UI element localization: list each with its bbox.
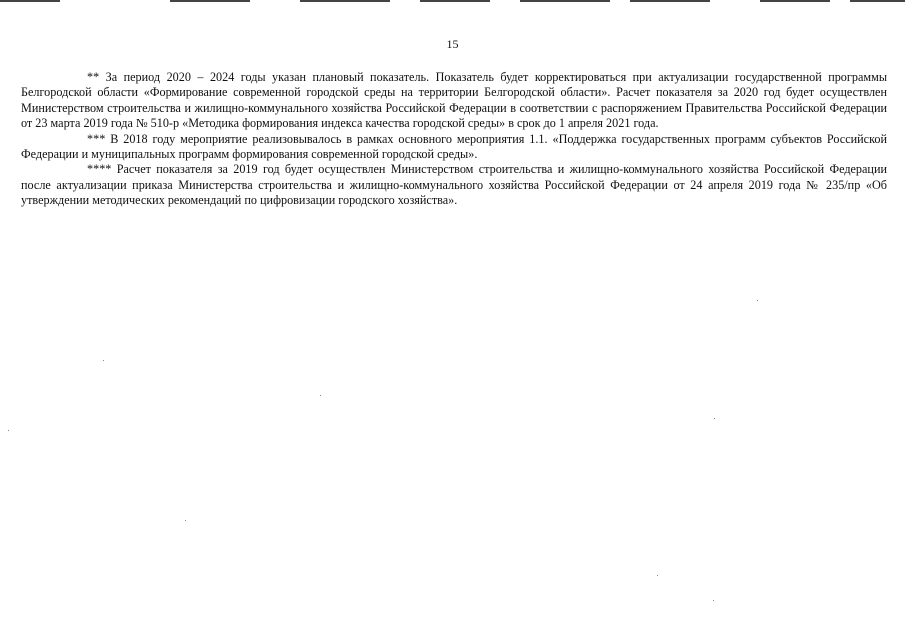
footnote-2 [21,132,887,163]
footnotes [21,70,887,209]
footnote-marker: **** [87,162,112,177]
scan-speck [320,395,321,396]
scan-speck [713,600,714,601]
scan-speck [657,575,658,576]
scan-speck [8,430,9,431]
scan-speck [757,300,758,301]
footnote-marker: *** [87,131,106,146]
scan-speck [185,520,186,521]
page-number: 15 [446,37,459,51]
footnote-3 [21,162,887,208]
scan-speck [714,418,715,419]
footnote-marker: ** [87,70,100,84]
footnote-text: В 2018 году мероприятие реализовывалось в рамках основного мероприятия 1.1. «Поддержка государственных программ субъектов Российской Федерации и муниципальных программ формирования современной городской среды». [21,131,887,162]
footnote-text: Расчет показателя за 2019 год будет осуществлен Министерством строительства и жилищно-коммунального хозяйства Российской Федерации после актуализации приказа Министерства строительства и жилищно-коммунального хозяйства Российской Федерации от 24 апреля 2019 года № 235/пр «Об утверждении методических рекомендаций по цифровизации городского хозяйства». [21,162,888,208]
footnote-1 [21,70,887,132]
scan-speck [103,360,104,361]
top-border-remnant [0,0,905,3]
footnote-text: За период 2020 – 2024 годы указан плановый показатель. Показатель будет корректироваться при актуализации государственной программы Белгородской области «Формирование современной городской среды на территории Белгородской области». Расчет показателя за 2020 год будет осуществлен Министерством строительства и жилищно-коммунального хозяйства Российской Федерации в соответствии с распоряжением Правительства Российской Федерации от 23 марта 2019 года № 510-р «Методика формирования индекса качества городской среды» в срок до 1 апреля 2021 года. [21,70,888,131]
